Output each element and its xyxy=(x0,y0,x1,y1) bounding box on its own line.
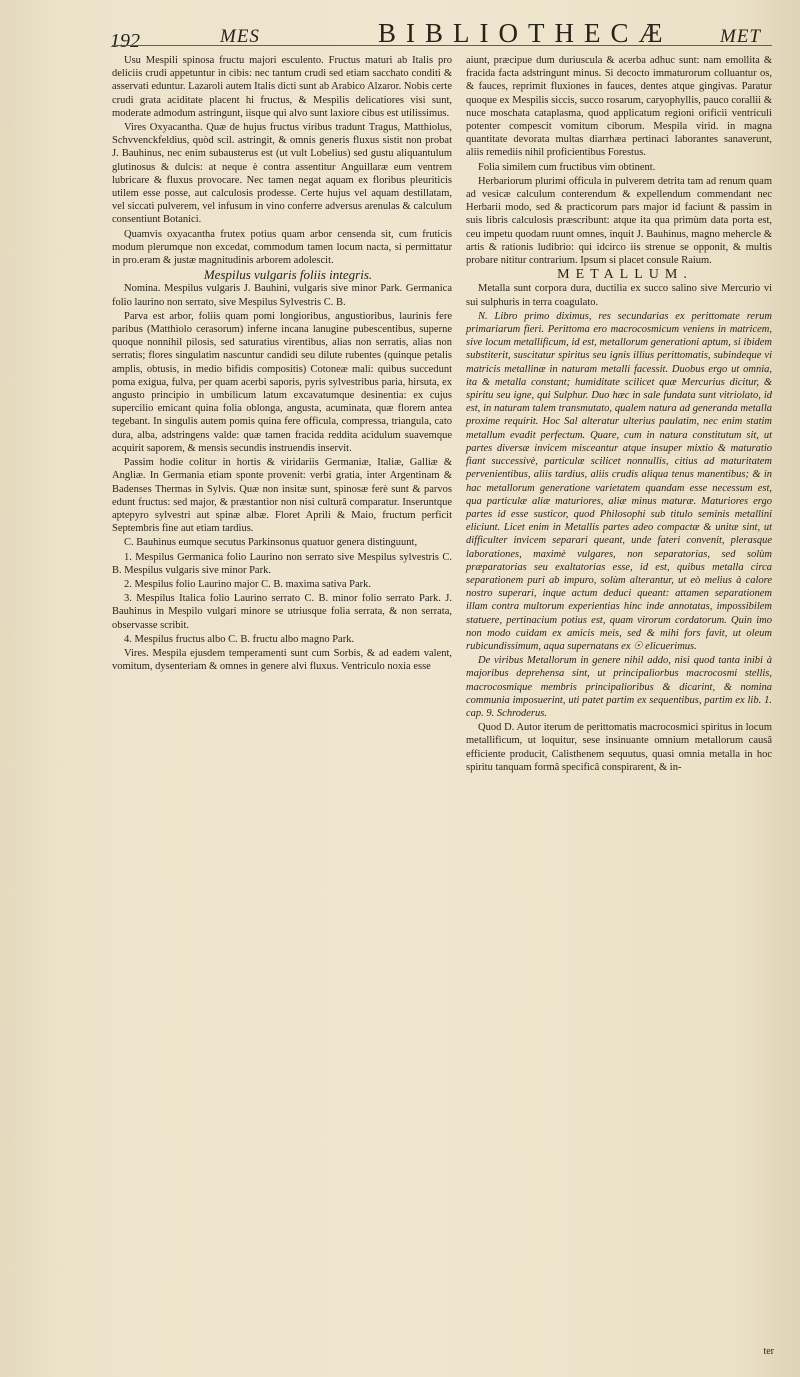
left-column xyxy=(112,54,452,674)
header-left-word: MES xyxy=(220,26,260,47)
header-right-word: MET xyxy=(720,26,761,47)
paragraph: Metalla sunt corpora dura, ductilia ex succo salino sive Mercurio vi sui sulphuris in terra coagulato. xyxy=(466,283,772,308)
running-header xyxy=(110,14,770,54)
page-number: 192 xyxy=(110,30,140,52)
paragraph: Usu Mespili spinosa fructu majori esculento. Fructus maturi ab Italis pro deliciis crudi appetuntur in cibis: nec tantum crudi sed etiam sacchato conditi & asservati eduntur. Lazaroli autem Italis dicti sunt ab Arabico Alzaror. Nobis certe crudi grata aciditate placent hi fructus, & Mespilis delicatiores visi sunt, moderate admodum astringunt, iisque qui alvo sunt laxiore cibus est utilissimus. xyxy=(112,55,452,119)
catchword: ter xyxy=(763,1346,774,1357)
section-heading: Mespilus vulgaris foliis integris. xyxy=(203,267,373,283)
header-title: BIBLIOTHECÆ xyxy=(378,18,673,48)
paragraph: De viribus Metallorum in genere nihil addo, nisi quod tanta inibi à majoribus deprehensa sint, ut principaliorbus macrocosmi stellis, macrocosmique membris principalioribus & dicarint, & nomina communia imposuerint, uti patet partim ex sequentibus, partim ex lib. 1. cap. 9. Schroderus. xyxy=(466,655,772,719)
paragraph: aiunt, præcipue dum duriuscula & acerba adhuc sunt: nam emollita & fracida facta adstringunt minus. Si decocto immaturorum colluantur os, & fauces, reprimit fluxiones in fauces, dentes atque gingivas. Paratur quoque ex Mespilis siccis, succo rosarum, caryophyllis, pauco corallii & nuce moschata cataplasma, quod applicatum regioni orificii ventriculi potenter compescit vomitum ciborum. Mespila virid. in magna quantitate devorata multas diarrhæa pertinaci laborantes sanaverunt, aliis remediis nihil proficientibus Forestus. xyxy=(466,55,772,159)
paragraph: Quod D. Autor iterum de perittomatis macrocosmici spiritus in locum metallificum, ut loquitur, sese insinuante omnium metallorum causâ efficiente producit, Calisthenem sequutus, quasi omnia metalla in hoc spiritu tanquam formâ specificâ conspirarent, & in- xyxy=(466,722,772,773)
right-column xyxy=(466,54,772,775)
paragraph: Vires. Mespila ejusdem temperamenti sunt cum Sorbis, & ad eadem valent, vomitum, dysenteriam & omnes in genere alvi fluxus. Ventriculo noxia esse xyxy=(112,647,452,673)
paragraph: 4. Mespilus fructus albo C. B. fructu albo magno Park. xyxy=(124,633,355,645)
paragraph: 3. Mespilus Italica folio Laurino serrato C. B. minor folio serrato Park. J. Bauhinus in Mespilo vulgari minore se utriusque folia serrata, & non serrata, observasse scribit. xyxy=(112,593,452,631)
paragraph: 2. Mespilus folio Laurino major C. B. maxima sativa Park. xyxy=(124,578,372,590)
paragraph: Parva est arbor, foliis quam pomi longioribus, angustioribus, laurinis fere paribus (Matthiolo cerasorum) inferne incana lanugine pubescentibus, superne quoque nonnihil pilosis, sed saturatius virentibus, alias non serratis, alias non serratis; flores singulatim nascuntur candidi seu dilute rubentes (quinque petalis amplis, obtusis, in medio bifidis compositis) Cotoneæ mali: quibus succedunt poma exigua, fulva, per quam acerbi saporis, pyris sylvestribus paria, hirsuta, ex angusto principio in umbilicum latum excavatumque desinentia: ex cujus supercilio emicant quina folia oblonga, angusta, acuminata, quæ florem antea tegebant. In singulis autem pomis quina fere officula, compressa, triangula, cato dura, alba, adstringens valde: quæ tamen fracida reddita acidulum suavemque acquirit saporem, & mensis secundis instruendis inservit. xyxy=(112,310,452,454)
paragraph: N. Libro primo diximus, res secundarias ex perittomate rerum primariarum fieri. Perittoma ero macrocosmicum veniens in matricem, sive locum metallificum, id est, metallorum generationi aptum, si ibidem substiterit, suscitatur spiritus seu ignis illius perittomatis, subindeque vi matricis metallinæ in naturam metalli facessit. Duobus ergo ut omnia, ita & metalla constant; humiditate scilicet quæ Mercurius dicitur, & spiritu seu igne, qui Sulphur. Duo hæc in sale fundata sunt vitriolato, id est, in naturam talem transmutato, qualem natura ad generanda metalla proxime requirit. Hoc Sal alteratur ulterius paulatim, nec enim statim metallum evadit perfectum. Quare, cum in natura constitutum sit, ut partes diversæ invicem misceantur atque insuper mixtio & maturatio fiant successivè, particulæ scilicet nonnullis, citius ad maturitatem pervenientibus, aliis tardius, aliis crudis aliqua tenus manentibus; & in hac metallorum generatione varietatem quandam esse necessum est, qua particulæ aliæ maturiores, aliæ minus maturæ. Maturiores ergo partes id esse susticor, quod Philosophi sub titulo seminis metallini eliciunt. Licet enim in Metallis partes adeo compactæ & unitæ sint, ut difficulter invicem separari queant, unde fateri convenit, plerasque laborationes, maximè vulgares, non separatorias, sed solùm præparatorias seu exaltatorias esse, id est, quibus metalla circa separationem puri ab impuro, solùm alterantur, ut eò melius à calore nostro superari, inque actum deduci queant: attamen separationem illam contra multorum experientias hinc inde annotatas, impossibilem statuere, pertinacium potius est, quam virorum cordatorum. Quin imo non modo cuidam ex amicis meis, sed & mihi fors favit, ut oleum rubicundissimum, aqua supernatans ex ☉ elicuerimus. xyxy=(466,310,772,652)
paragraph: Passim hodie colitur in hortis & viridariis Germaniæ, Italiæ, Galliæ & Angliæ. In Germania etiam sponte provenit: verbi gratia, inter Argentinam & Badenses Thermas in Sylvis. Quæ non insitæ sunt, spinosæ ferè sunt & parvos edunt fructus: sed major, & præstantior non nisi culturâ comparatur. Inseruntque aptepyro sylvestri aut spinæ albæ. Floret Aprili & Maio, fructum perficit Septembris fine aut etiam tardius. xyxy=(112,457,452,535)
paragraph: 1. Mespilus Germanica folio Laurino non serrato sive Mespilus sylvestris C. B. Mespilus vulgaris sive minor Park. xyxy=(112,551,452,576)
header-rule xyxy=(112,45,772,46)
paragraph: Vires Oxyacantha. Quæ de hujus fructus viribus tradunt Tragus, Matthiolus, Schvvenckfeldius, quòd scil. astringit, & omnis generis fluxus sistit non probat J. Bauhinus, nec enim subausterus est (ut vult Lobelius) sed gustu aliquantulum glutinosus & dulcis: at neque è contra assentitur Anguillaræ eum ventrem lubricare & fluxus provocare. Nec tamen negat aquam ex floribus pleuriticis utilem esse posse, aut calculosis prodesse. Certe hujus vel aquam destillatam, vel siccati pulverem, vel infusum in vino conferre adversus arenulas & calculum consentiunt Botanici. xyxy=(112,122,452,226)
paragraph: C. Bauhinus eumque secutus Parkinsonus quatuor genera distinguunt, xyxy=(124,537,418,549)
section-heading: METALLUM. xyxy=(557,267,693,283)
paragraph: Nomina. Mespilus vulgaris J. Bauhini, vulgaris sive minor Park. Germanica folio laurino non serrato, sive Mespilus Sylvestris C. B. xyxy=(112,283,452,308)
paragraph: Quamvis oxyacantha frutex potius quam arbor censenda sit, cum fruticis modum plerumque non excedat, commodum tamen locum nacta, si permittatur in pro.eram & justæ magnitudinis arborem adolescit. xyxy=(112,228,452,267)
paragraph: Herbariorum plurimi officula in pulverem detrita tam ad renum quam ad vesicæ calculum conterendum & expellendum commendant nec Herbarii modo, sed & practicorum pars major id faciunt & passim in suis libris calculosis præscribunt: atque ita qua primùm data porta est, ceu impetu quodam ruunt omnes, inquit J. Bauhinus, magno mehercle & artis & rationis ludibrio: qui idcirco iis strenue se opponit, & multis probare nititur contrarium. Ipsum si placet consule Raium. xyxy=(466,175,772,267)
paragraph: Folia similem cum fructibus vim obtinent. xyxy=(478,161,656,173)
